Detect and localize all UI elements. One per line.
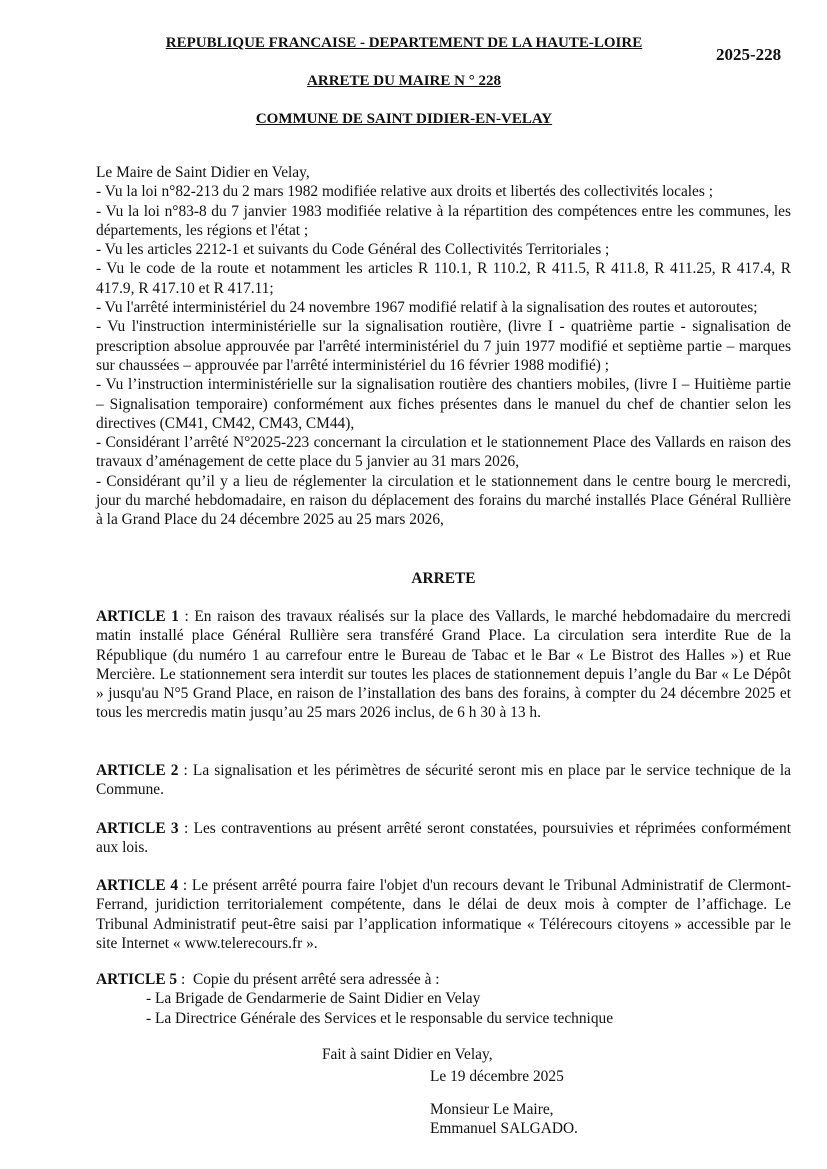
article-text: Le présent arrêté pourra faire l'objet d'un recours devant le Tribunal Administratif de Clermont-Ferrand, juridiction territorialement compétente, dans le délai de deux mois à compter de l’affichage. Le Tribunal Administratif peut-être saisi par l’application informatique « Télérecours citoyens » accessible par le site Internet « www.telerecours.fr ». — [96, 877, 792, 952]
signature-date: Le 19 décembre 2025 — [430, 1068, 564, 1085]
article-text: Copie du présent arrêté sera adressée à : — [192, 971, 440, 988]
article-4 — [96, 876, 791, 953]
article-label: ARTICLE 2 — [96, 762, 179, 779]
signatory-name: Emmanuel SALGADO. — [430, 1120, 578, 1137]
document-reference: 2025-228 — [716, 45, 782, 64]
preamble-intro: Le Maire de Saint Didier en Velay, — [96, 164, 310, 181]
preamble-item: - Vu l'arrêté interministériel du 24 novembre 1967 modifié relatif à la signalisation des routes et autoroutes; — [96, 299, 758, 317]
article-label: ARTICLE 5 — [96, 971, 178, 988]
article-5 — [96, 970, 791, 1028]
preamble-item: - Vu le code de la route et notamment les articles R 110.1, R 110.2, R 411.5, R 411.8, R 411.25, R 417.4, R 417.9, R 417.10 et R 417.11; — [96, 260, 791, 297]
preamble-item: - Vu la loi n°83-8 du 7 janvier 1983 modifiée relative à la répartition des compétences entre les communes, les départements, les régions et l'état ; — [96, 202, 791, 239]
article-label: ARTICLE 4 — [96, 877, 179, 894]
preamble-item: - Vu les articles 2212-1 et suivants du Code Général des Collectivités Territoriales ; — [96, 241, 610, 259]
separator: : — [178, 820, 194, 837]
preamble-item: - Considérant l’arrêté N°2025-223 concernant la circulation et le stationnement Place des Vallards en raison des travaux d’aménagement de cette place du 5 janvier au 31 mars 2026, — [96, 434, 791, 471]
header-decree-number: ARRETE DU MAIRE N ° 228 — [307, 73, 501, 89]
article-1 — [96, 607, 791, 723]
preamble-item: - Considérant qu’il y a lieu de réglementer la circulation et le stationnement dans le centre bourg le mercredi, jour du marché hebdomadaire, en raison du déplacement des forains du marché installés Place Général Rullière à la Grand Place du 24 décembre 2025 au 25 mars 2026, — [96, 472, 791, 529]
signature-place: Fait à saint Didier en Velay, — [322, 1046, 493, 1063]
preamble — [96, 163, 791, 530]
header-republic: REPUBLIQUE FRANCAISE - DEPARTEMENT DE LA HAUTE-LOIRE — [165, 35, 643, 51]
article-text: En raison des travaux réalisés sur la place des Vallards, le marché hebdomadaire du mercredi matin installé place Général Rullière sera transféré Grand Place. La circulation sera interdite Rue de la République (du numéro 1 au carrefour entre le Bureau de Tabac et le Bar « Le Bistrot des Halles ») et Rue Mercière. Le stationnement sera interdit sur toutes les places de stationnement depuis l’angle du Bar « Le Dépôt » jusqu'au N°5 Grand Place, en raison de l’installation des bans des forains, à compter du 24 décembre 2025 et tous les mercredis matin jusqu’au 25 mars 2026 inclus, de 6 h 30 à 13 h. — [96, 608, 791, 722]
recipient-item: - La Directrice Générale des Services et le responsable du service technique — [146, 1009, 614, 1027]
article-text: La signalisation et les périmètres de sécurité seront mis en place par le service technique de la Commune. — [96, 762, 791, 799]
separator: : — [178, 877, 192, 894]
separator: : — [178, 608, 195, 625]
recipient-item: - La Brigade de Gendarmerie de Saint Didier en Velay — [146, 990, 481, 1008]
preamble-item: - Vu l'instruction interministérielle sur la signalisation routière, (livre I - quatrième partie - signalisation de prescription absolue approuvée par l'arrêté interministériel du 7 juin 1977 modifié et septième partie – marques sur chaussées – approuvée par l'arrêté interministériel du 16 février 1988 modifié) ; — [96, 318, 791, 374]
preamble-item: - Vu la loi n°82-213 du 2 mars 1982 modifiée relative aux droits et libertés des collectivités locales ; — [96, 183, 713, 201]
article-3 — [96, 819, 791, 858]
article-label: ARTICLE 3 — [96, 820, 179, 837]
article-text: Les contraventions au présent arrêté seront constatées, poursuivies et réprimées conformément aux lois. — [96, 820, 791, 857]
separator: : — [177, 971, 193, 988]
header-commune: COMMUNE DE SAINT DIDIER-EN-VELAY — [255, 111, 553, 127]
preamble-item: - Vu l’instruction interministérielle sur la signalisation routière des chantiers mobiles, (livre I – Huitième partie – Signalisation temporaire) conformément aux fiches présentes dans le manuel du chef de chantier selon les directives (CM41, CM42, CM43, CM44), — [96, 376, 791, 432]
arrete-heading: ARRETE — [411, 570, 476, 587]
article-label: ARTICLE 1 — [96, 608, 179, 625]
separator: : — [178, 762, 193, 779]
article-2 — [96, 761, 791, 800]
signatory-title: Monsieur Le Maire, — [430, 1101, 554, 1118]
